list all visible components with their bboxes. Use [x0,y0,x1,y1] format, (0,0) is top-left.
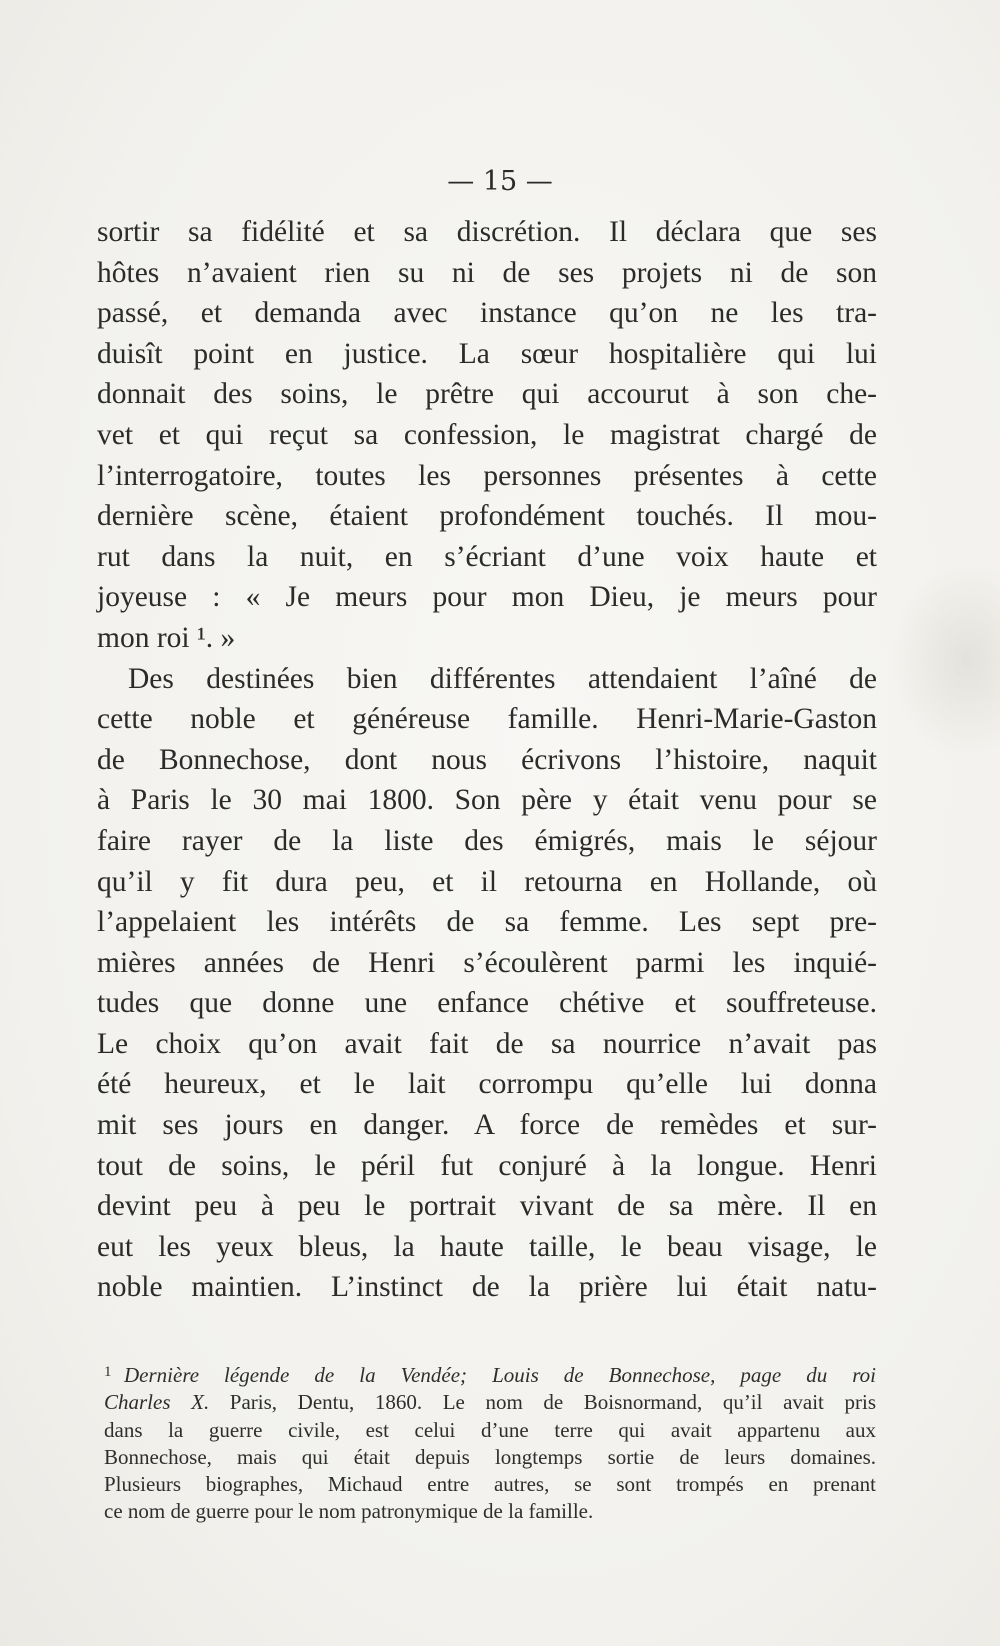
footnote-line [104,1362,876,1389]
text-line: sortir sa fidélité et sa discrétion. Il déclara que ses [97,216,877,248]
text-line: joyeuse : « Je meurs pour mon Dieu, je meurs pour [97,581,877,614]
footnote-line: dans la guerre civile, est celui d’une terre qui avait appartenu aux [104,1417,876,1442]
text-line: mières années de Henri s’écoulèrent parmi les inquié- [97,946,877,979]
text-line: été heureux, et le lait corrompu qu’elle lui donna [97,1068,877,1101]
text-line: passé, et demanda avec instance qu’on ne les tra- [97,297,877,330]
footnote-line: ce nom de guerre pour le nom patronymique de la famille. [104,1499,594,1524]
footnote-line [104,1389,876,1416]
text-line: tout de soins, le péril fut conjuré à la longue. Henri [97,1149,877,1182]
text-line: à Paris le 30 mai 1800. Son père y était venu pour se [97,784,877,817]
text-line: donnait des soins, le prêtre qui accourut à son che- [97,378,877,411]
footnote-line: Plusieurs biographes, Michaud entre autres, se sont trompés en prenant [104,1472,876,1497]
text-line: duisît point en justice. La sœur hospitalière qui lui [97,337,877,370]
text-line: qu’il y fit dura peu, et il retourna en Hollande, où [97,865,877,898]
text-line: de Bonnechose, dont nous écrivons l’histoire, naquit [97,743,877,776]
text-line: Des destinées bien différentes attendaient l’aîné de [128,662,877,695]
footnote-line: Bonnechose, mais qui était depuis longtemps sortie de leurs domaines. [104,1444,876,1469]
text-line: vet et qui reçut sa confession, le magistrat chargé de [97,418,877,451]
text-line: cette noble et généreuse famille. Henri-Marie-Gaston [97,703,877,736]
text-line: dernière scène, étaient profondément touchés. Il mou- [97,500,877,533]
text-line: tudes que donne une enfance chétive et souffreteuse. [97,987,877,1020]
paper-stain [890,560,1000,760]
text-line: faire rayer de la liste des émigrés, mais le séjour [97,824,877,857]
footnote-marker: 1 [104,1364,112,1380]
text-line: Le choix qu’on avait fait de sa nourrice n’avait pas [97,1027,877,1060]
text-line: l’interrogatoire, toutes les personnes présentes à cette [97,459,877,492]
text-line: hôtes n’avaient rien su ni de ses projets ni de son [97,256,877,289]
text-line: l’appelaient les intérêts de sa femme. Les sept pre- [97,906,877,939]
body-text [97,212,877,1308]
page-number: — 15 — [447,166,553,197]
text-line: noble maintien. L’instinct de la prière lui était natu- [97,1271,877,1304]
text-line: rut dans la nuit, en s’écriant d’une voix haute et [97,540,877,573]
footnote [104,1362,876,1526]
footnote-citation: Dernière légende de la Vendée; Louis de Bonnechose, page du roi [124,1363,876,1387]
text-line: devint peu à peu le portrait vivant de sa mère. Il en [97,1190,877,1223]
footnote-citation: Charles X. [104,1390,210,1415]
text-line: mit ses jours en danger. A force de remèdes et sur- [97,1109,877,1142]
text-line: mon roi ¹. » [97,621,236,654]
footnote-text: Paris, Dentu, 1860. Le nom de Boisnormand, qu’il avait pris [209,1390,876,1415]
text-line: eut les yeux bleus, la haute taille, le beau visage, le [97,1230,877,1263]
